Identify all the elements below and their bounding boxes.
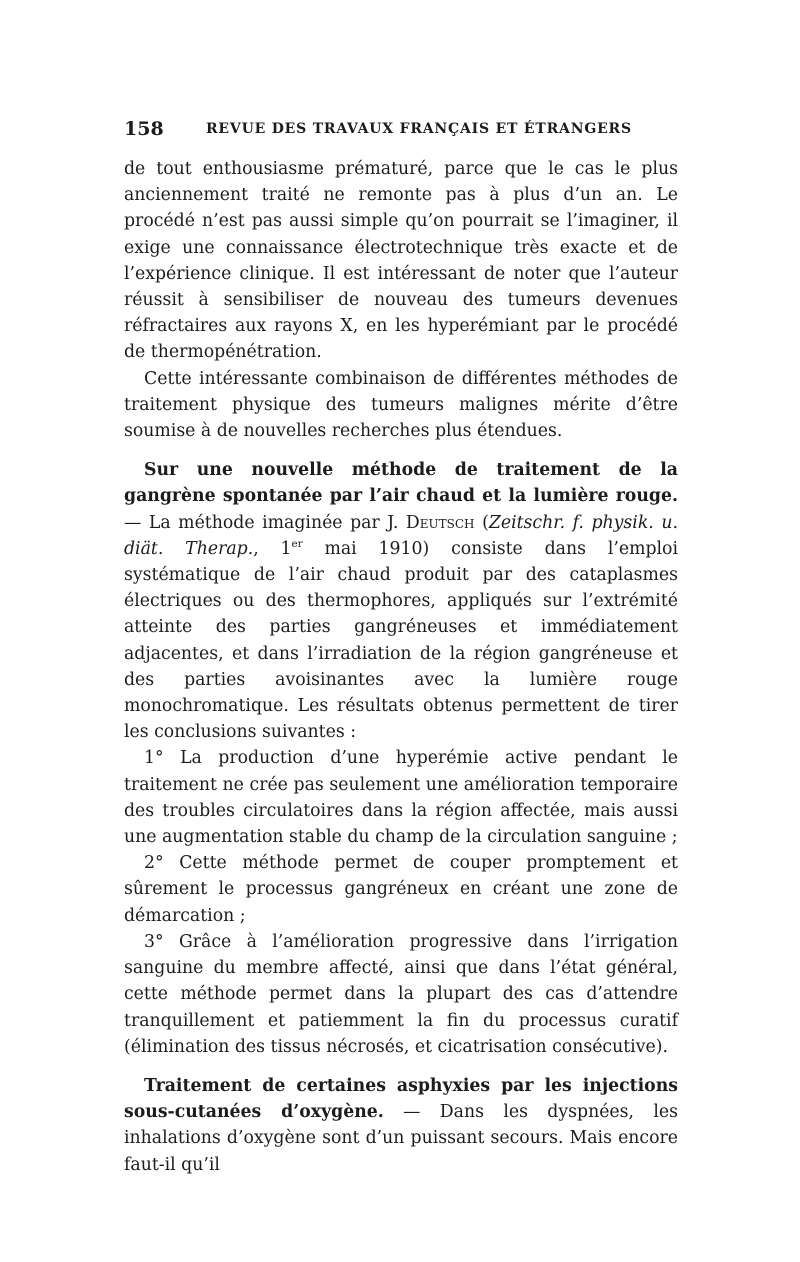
article-asphyxia <box>124 1073 678 1178</box>
article-gangrene-lead: — La méthode imaginée par J. <box>124 512 406 533</box>
article-asphyxia-title: Traitement de certaines asphyxies par les injections sous-cutanées d’oxygène. <box>124 1075 678 1123</box>
article-gangrene <box>124 457 678 745</box>
reference-open: ( <box>474 512 489 533</box>
article-asphyxia-body: — Dans les dyspnées, les inhalations d’oxygène sont d’un puissant secours. Mais encore faut-il qu’il <box>124 1102 678 1175</box>
paragraph-continuation: de tout enthousiasme prématuré, parce que le cas le plus anciennement traité ne remonte pas à plus d’un an. Le procédé n’est pas aussi simple qu’on pourrait se l’imaginer, il exige une connaissance électrotechnique très exacte et de l’expérience clinique. Il est intéressant de noter que l’auteur réussit à sensibiliser de nouveau des tumeurs devenues réfractaires aux rayons X, en les hyperémiant par le procédé de thermopénétration. <box>124 159 678 363</box>
running-title: REVUE DES TRAVAUX FRANÇAIS ET ÉTRANGERS <box>206 121 632 137</box>
reference-date: , 1 <box>253 538 292 559</box>
author-name: Deutsch <box>405 512 475 533</box>
conclusion-item-1: 1° La production d’une hyperémie active pendant le traitement ne crée pas seulement une amélioration temporaire des troubles circulatoires dans la région affectée, mais aussi une augmentation stable du champ de la circulation sanguine ; <box>124 748 678 848</box>
page-number: 158 <box>124 118 164 140</box>
article-gangrene-title: Sur une nouvelle méthode de traitement de la gangrène spontanée par l’air chaud et la lumière rouge. <box>124 460 678 507</box>
date-superscript: er <box>291 538 303 551</box>
journal-reference: Zeitschr. f. physik. u. diät. Therap. <box>124 512 678 559</box>
conclusion-item-3: 3° Grâce à l’amélioration progressive dans l’irrigation sanguine du membre affecté, ainsi que dans l’état général, cette méthode permet dans la plupart des cas d’attendre tranquillement et patiemment la fin du processus curatif (élimination des tissus nécrosés, et cicatrisation consécutive). <box>124 931 678 1057</box>
page-header <box>124 118 684 142</box>
conclusion-item-2: 2° Cette méthode permet de couper promptement et sûrement le processus gangréneux en créant une zone de démarcation ; <box>124 853 678 926</box>
body-text <box>124 156 678 1178</box>
article-gangrene-body: mai 1910) consiste dans l’emploi systématique de l’air chaud produit par des cataplasmes électriques ou des thermophores, appliqués sur l’extrémité atteinte des parties gangréneuses et immédiatement adjacentes, et dans l’irradiation de la région gangréneuse et des parties avoisinantes avec la lumière rouge monochromatique. Les résultats obtenus permettent de tirer les conclusions suivantes : <box>124 538 678 743</box>
paragraph-combination: Cette intéressante combinaison de différentes méthodes de traitement physique des tumeurs malignes mérite d’être soumise à de nouvelles recherches plus étendues. <box>124 368 678 442</box>
